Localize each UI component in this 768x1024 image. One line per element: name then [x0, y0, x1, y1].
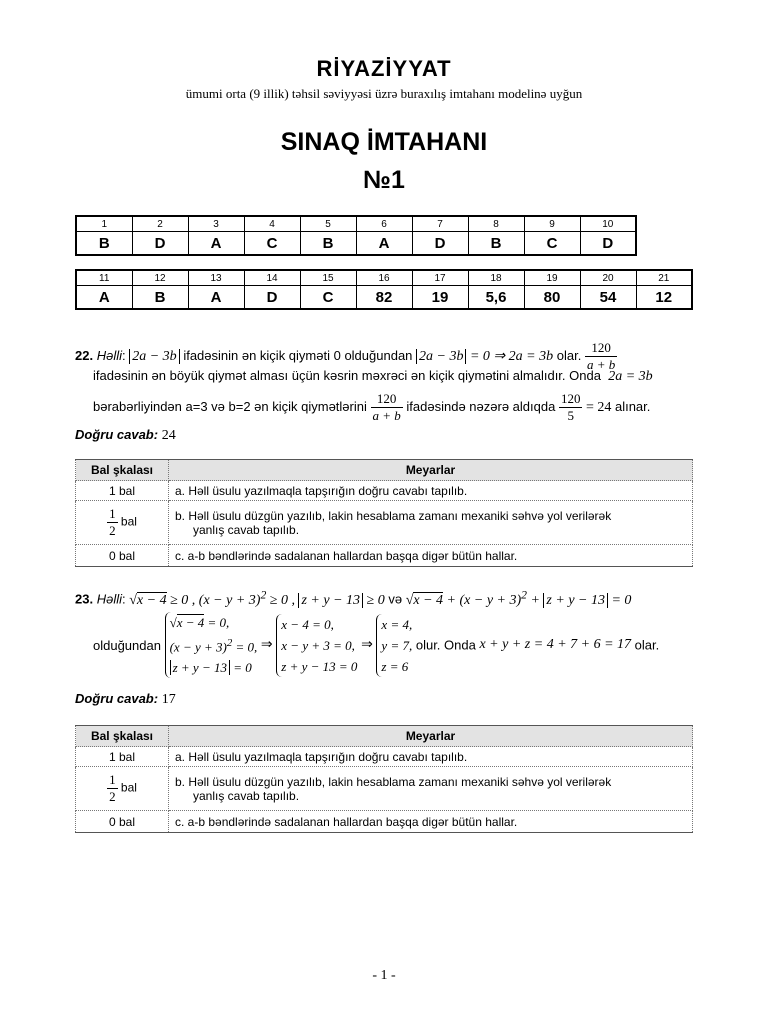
- q23-answer: [75, 691, 176, 708]
- exam-number: №1: [363, 166, 405, 194]
- q22-line2: ifadəsinin ən böyük qiymət alması üçün kəsrin məxrəci ən kiçik qiymətini almalıdır. Onda 2a = 3b: [93, 368, 653, 384]
- q23-ve: və: [388, 591, 403, 607]
- answer-cell: D: [244, 286, 300, 310]
- page-number: - 1 -: [372, 968, 396, 983]
- q22-halli: Həlli: [96, 347, 122, 363]
- question-number-cell: 21: [636, 270, 692, 286]
- question-number-cell: 8: [468, 216, 524, 232]
- col-criteria: Meyarlar: [169, 726, 693, 747]
- question-number-cell: 10: [580, 216, 636, 232]
- subtitle: ümumi orta (9 illik) təhsil səviyyəsi üzrə buraxılış imtahanı modelinə uyğun: [185, 86, 583, 101]
- answer-cell: D: [412, 232, 468, 256]
- q22-text1: ifadəsinin ən kiçik qiyməti 0 olduğundan: [183, 347, 413, 363]
- q23-system-3: x = 4, y = 7, z = 6: [376, 614, 412, 677]
- criterion-b: b. Həll üsulu düzgün yazılıb, lakin hesablama zamanı mexaniki səhvə yol verilərək yanlış cavab tapılıb.: [169, 767, 693, 811]
- answer-cell: B: [76, 232, 132, 256]
- question-number-cell: 11: [76, 270, 132, 286]
- answer-table-2: [75, 269, 693, 310]
- answer-table-1: [75, 215, 637, 256]
- criterion-a: a. Həll üsulu yazılmaqla tapşırığın doğru cavabı tapılıb.: [169, 747, 693, 767]
- q22-fraction-3: $\frac{120}{5}$: [560, 391, 581, 423]
- answer-cell: 54: [580, 286, 636, 310]
- bal-1: 1 bal: [76, 481, 169, 501]
- question-number-cell: 17: [412, 270, 468, 286]
- subject-title: RİYAZİYYAT: [316, 56, 452, 81]
- q23-line2: olduğundan √x − 4 = 0, $(x - y + 3)^2 = 0$, z + y − 13 = 0 ⇒ x − 4 = 0, x − y + 3 = 0, z + y − 13 = 0 ⇒ x = 4, y = 7, z = 6 olur. Onda x + y + z = 4 + 7 + 6 = 17 olar.: [93, 612, 659, 678]
- question-number-cell: 18: [468, 270, 524, 286]
- criterion-c: c. a-b bəndlərində sadalanan hallardan başqa digər bütün hallar.: [169, 545, 693, 567]
- question-number-cell: 13: [188, 270, 244, 286]
- col-bal-scale: Bal şkalası: [76, 726, 169, 747]
- question-number-cell: 9: [524, 216, 580, 232]
- q22-answer-label: Doğru cavab:: [75, 427, 159, 442]
- q22-text-line3c: alınar.: [614, 398, 651, 414]
- question-number-cell: 7: [412, 216, 468, 232]
- question-number-cell: 14: [244, 270, 300, 286]
- q23-halli: Həlli: [96, 591, 122, 607]
- question-number-cell: 2: [132, 216, 188, 232]
- q22-fraction-1: $\frac{120}{a + b}$: [586, 340, 616, 372]
- answer-cell: 82: [356, 286, 412, 310]
- criteria-table-22: [75, 459, 693, 567]
- answer-cell: 80: [524, 286, 580, 310]
- answer-cell: 5,6: [468, 286, 524, 310]
- q22-line1: 22. Həlli: 2a − 3b ifadəsinin ən kiçik qiyməti 0 olduğundan 2a − 3b = 0 ⇒ 2a = 3b olar. $\frac{120}{a + b}$: [75, 340, 616, 372]
- answer-cell: B: [468, 232, 524, 256]
- question-number-cell: 19: [524, 270, 580, 286]
- answer-cell: C: [300, 286, 356, 310]
- bal-half: $\frac{1}{2}$ bal: [76, 767, 169, 811]
- question-number-cell: 4: [244, 216, 300, 232]
- answer-cell: A: [188, 232, 244, 256]
- question-number-cell: 3: [188, 216, 244, 232]
- question-number-cell: 12: [132, 270, 188, 286]
- answer-cell: C: [244, 232, 300, 256]
- q23-olduğundan: olduğundan: [93, 637, 161, 653]
- bal-0: 0 bal: [76, 811, 169, 833]
- col-criteria: Meyarlar: [169, 460, 693, 481]
- q23-answer-value: 17: [161, 692, 176, 707]
- question-number-cell: 6: [356, 216, 412, 232]
- q23-olur-onda: olur. Onda: [415, 637, 476, 653]
- q22-text-line3a: bərabərliyindən a=3 və b=2 ən kiçik qiymətlərini: [93, 398, 367, 414]
- answer-cell: A: [356, 232, 412, 256]
- q23-line1: 23. Həlli: √x − 4 ≥ 0 , $(x - y + 3)^2 \ge 0$ , z + y − 13 ≥ 0 və $√x - 4 + (x - y + 3)^2 + z + y - 13 = 0$: [75, 588, 632, 608]
- criterion-a: a. Həll üsulu yazılmaqla tapşırığın doğru cavabı tapılıb.: [169, 481, 693, 501]
- criteria-table-23: [75, 725, 693, 833]
- answer-cell: 19: [412, 286, 468, 310]
- bal-1: 1 bal: [76, 747, 169, 767]
- answer-cell: B: [132, 286, 188, 310]
- question-number-cell: 20: [580, 270, 636, 286]
- answer-cell: D: [132, 232, 188, 256]
- answer-cell: A: [76, 286, 132, 310]
- q23-system-1: √x − 4 = 0, $(x - y + 3)^2 = 0$, z + y − 13 = 0: [165, 612, 258, 678]
- question-number-cell: 16: [356, 270, 412, 286]
- bal-half: $\frac{1}{2}$ bal: [76, 501, 169, 545]
- answer-cell: 12: [636, 286, 692, 310]
- answer-cell: A: [188, 286, 244, 310]
- q22-answer: [75, 427, 176, 444]
- answer-cell: D: [580, 232, 636, 256]
- q23-olar: olar.: [634, 637, 660, 653]
- question-number-cell: 1: [76, 216, 132, 232]
- question-number-cell: 15: [300, 270, 356, 286]
- exam-title: SINAQ İMTAHANI: [280, 128, 488, 156]
- q22-text2: olar.: [556, 347, 582, 363]
- answer-cell: B: [300, 232, 356, 256]
- criterion-c: c. a-b bəndlərində sadalanan hallardan başqa digər bütün hallar.: [169, 811, 693, 833]
- q22-text-line3b: ifadəsində nəzərə aldıqda: [406, 398, 556, 414]
- col-bal-scale: Bal şkalası: [76, 460, 169, 481]
- q22-number: 22.: [75, 347, 94, 363]
- bal-0: 0 bal: [76, 545, 169, 567]
- criterion-b: b. Həll üsulu düzgün yazılıb, lakin hesablama zamanı mexaniki səhvə yol verilərək yanlış cavab tapılıb.: [169, 501, 693, 545]
- q22-line3: bərabərliyindən a=3 və b=2 ən kiçik qiymətlərini $\frac{120}{a + b}$ ifadəsində nəzərə aldıqda $\frac{120}{5}$ = 24 alınar.: [93, 391, 651, 423]
- q23-system-2: x − 4 = 0, x − y + 3 = 0, z + y − 13 = 0: [276, 614, 357, 677]
- answer-cell: C: [524, 232, 580, 256]
- q22-fraction-2: $\frac{120}{a + b}$: [372, 391, 401, 423]
- question-number-cell: 5: [300, 216, 356, 232]
- q23-answer-label: Doğru cavab:: [75, 691, 159, 706]
- q22-text-line2: ifadəsinin ən böyük qiymət alması üçün kəsrin məxrəci ən kiçik qiymətini almalıdır. Onda: [93, 368, 601, 383]
- q23-number: 23.: [75, 591, 94, 607]
- q22-answer-value: 24: [161, 428, 176, 443]
